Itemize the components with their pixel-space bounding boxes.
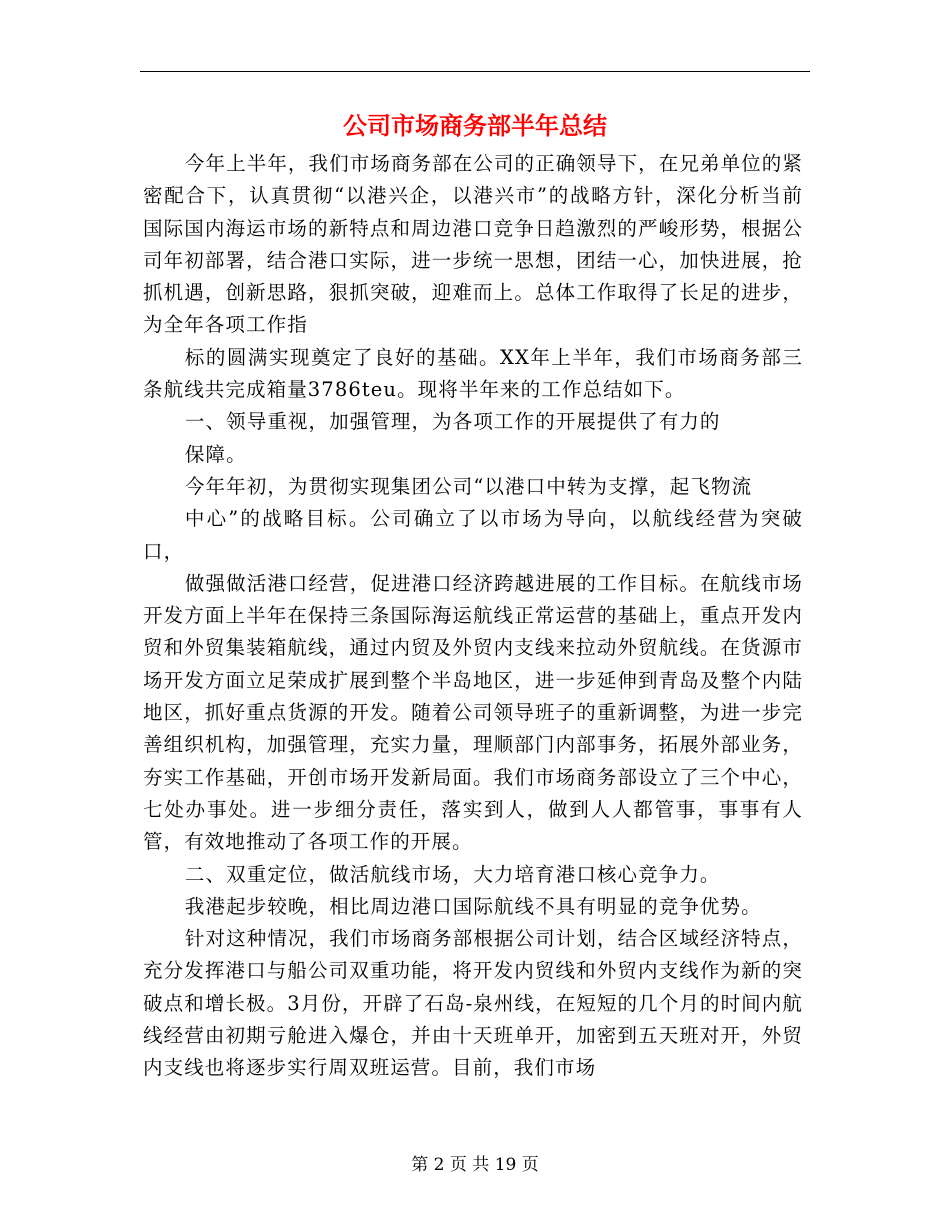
paragraph-routes: 针对这种情况，我们市场商务部根据公司计划，结合区域经济特点，充分发挥港口与船公司双重功能，将开发内贸线和外贸内支线作为新的突破点和增长极。3月份，开辟了石岛-泉州线，在短短的几个月的时间内航线经营由初期亏舱进入爆仓，并由十天班单开，加密到五天班对开，外贸内支线也将逐步实行周双班运营。目前，我们市场 — [143, 927, 803, 1080]
paragraph-intro: 今年上半年，我们市场商务部在公司的正确领导下，在兄弟单位的紧密配合下，认真贯彻“以港兴企，以港兴市”的战略方针，深化分析当前国际国内海运市场的新特点和周边港口竞争日趋激烈的严峻形势，根据公司年初部署，结合港口实际，进一步统一思想，团结一心，加快进展，抢抓机遇，创新思路，狠抓突破，迎难而上。总体工作取得了长足的进步，为全年各项工作指 — [143, 152, 803, 337]
page-number: 第 2 页 共 19 页 — [411, 1155, 539, 1175]
paragraph-start: 我港起步较晚，相比周边港口国际航线不具有明显的竞争优势。 — [184, 894, 762, 918]
header-rule — [140, 71, 810, 72]
document-body — [143, 148, 803, 1085]
document-title: 公司市场商务部半年总结 — [343, 111, 607, 140]
section-heading-1: 一、领导重视，加强管理，为各项工作的开展提供了有力的 — [184, 410, 721, 434]
paragraph-market: 做强做活港口经营，促进港口经济跨越进展的工作目标。在航线市场开发方面上半年在保持三条国际海运航线正常运营的基础上，重点开发内贸和外贸集装箱航线，通过内贸及外贸内支线来拉动外贸航线。在货源市场开发方面立足荣成扩展到整个半岛地区，进一步延伸到青岛及整个内陆地区，抓好重点货源的开发。随着公司领导班子的重新调整，为进一步完善组织机构，加强管理，充实力量，理顺部门内部事务，拓展外部业务，夯实工作基础，开创市场开发新局面。我们市场商务部设立了三个中心，七处办事处。进一步细分责任，落实到人，做到人人都管事，事事有人管，有效地推动了各项工作的开展。 — [143, 571, 803, 854]
paragraph-intro-cont: 标的圆满实现奠定了良好的基础。XX年上半年，我们市场商务部三条航线共完成箱量3786teu。现将半年来的工作总结如下。 — [143, 345, 803, 402]
paragraph-goal-cont: 中心”的战略目标。公司确立了以市场为导向，以航线经营为突破口， — [143, 507, 803, 563]
section-heading-1-cont: 保障。 — [184, 442, 247, 466]
paragraph-goal: 今年年初，为贯彻实现集团公司“以港口中转为支撑，起飞物流 — [184, 474, 753, 498]
section-heading-2: 二、双重定位，做活航线市场，大力培育港口核心竞争力。 — [184, 862, 721, 886]
